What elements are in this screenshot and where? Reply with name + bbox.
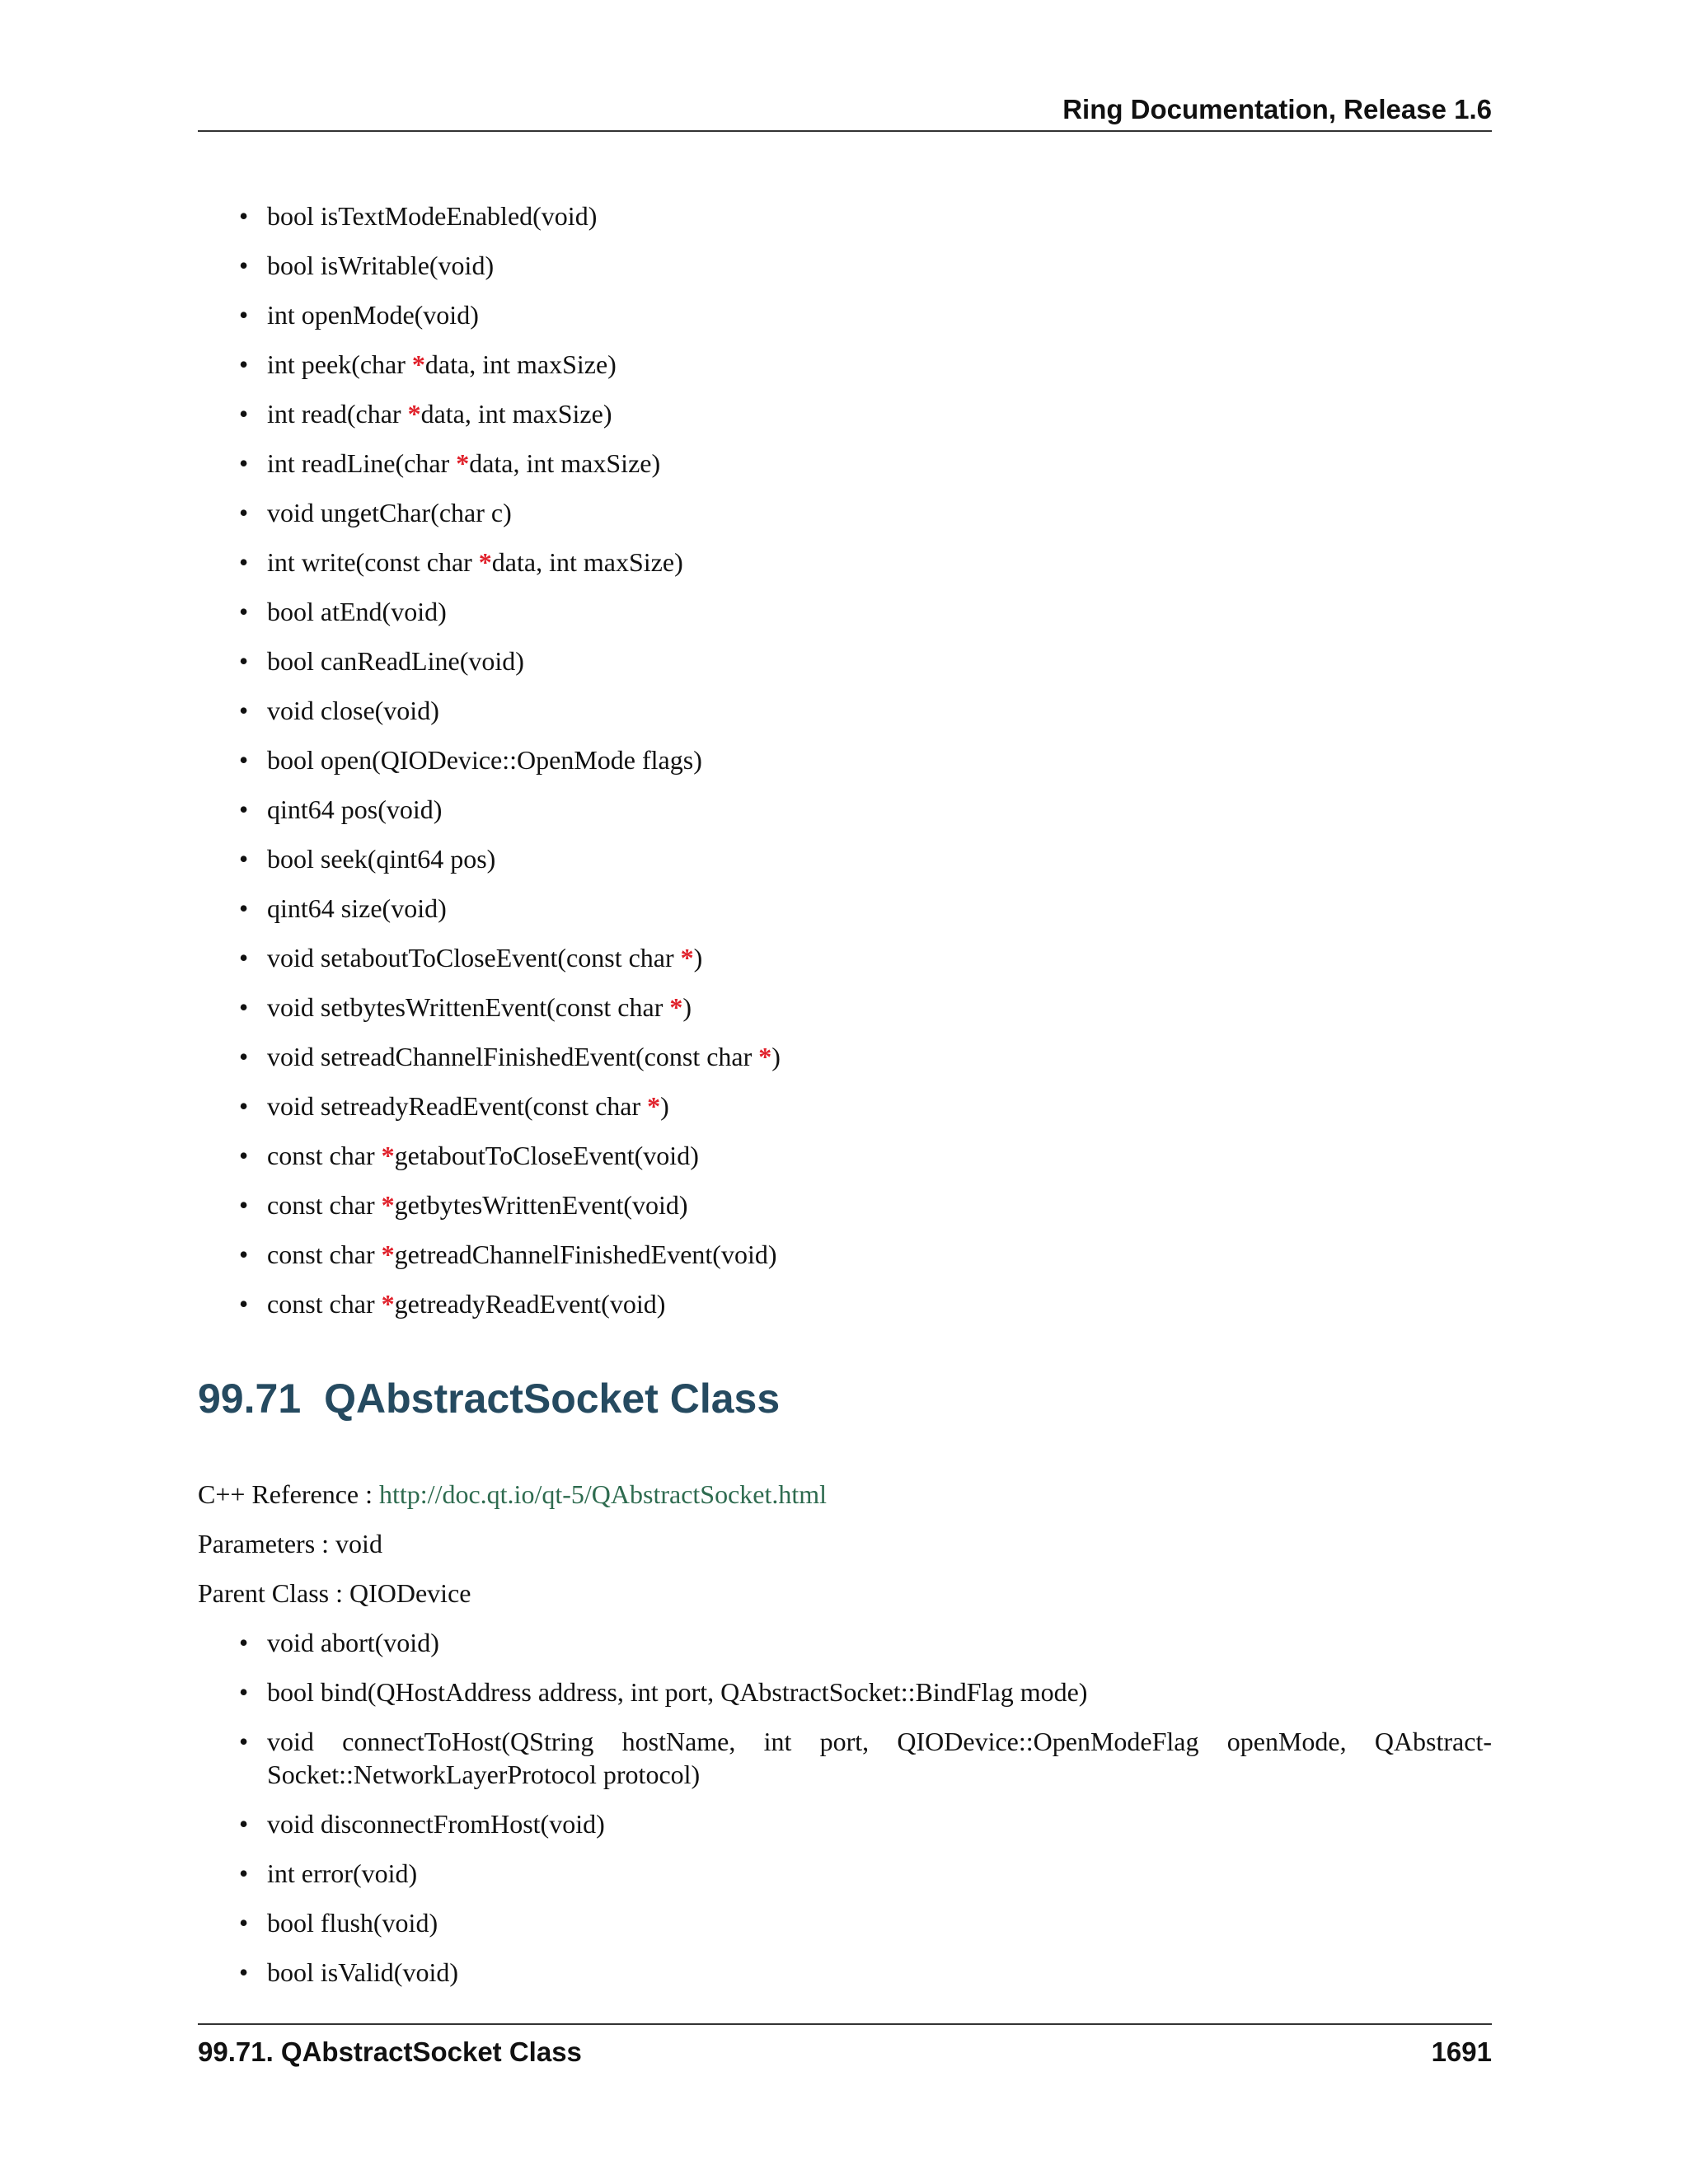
method-signature-text: data, int maxSize) xyxy=(469,448,661,478)
parameters-line: Parameters : void xyxy=(198,1529,382,1558)
method-signature-text: getaboutToCloseEvent(void) xyxy=(394,1141,699,1170)
method-signature: bool isValid(void) xyxy=(267,1957,458,1987)
method-signature-text: bool isWritable(void) xyxy=(267,251,495,280)
list-item xyxy=(198,1139,1492,1172)
method-signature-line2: Socket::NetworkLayerProtocol protocol) xyxy=(267,1760,701,1789)
method-signature-text: void setreadyReadEvent(const char xyxy=(267,1091,648,1121)
footer-section-title: 99.71. QAbstractSocket Class xyxy=(198,2036,582,2067)
list-item xyxy=(198,397,1492,430)
method-list-qiodevice xyxy=(198,199,1492,1337)
bullet-icon: • xyxy=(239,646,249,676)
method-signature-text: int readLine(char xyxy=(267,448,457,478)
method-signature-text: ) xyxy=(771,1042,781,1071)
pointer-asterisk: * xyxy=(669,992,683,1022)
list-item xyxy=(198,1675,1492,1708)
method-signature-text: bool atEnd(void) xyxy=(267,597,447,626)
method-signature-text: void setaboutToCloseEvent(const char xyxy=(267,943,681,972)
bullet-icon: • xyxy=(239,448,249,478)
list-item xyxy=(198,1626,1492,1659)
method-signature-line1: void connectToHost(QString hostName, int port, QIODevice::OpenModeFlag openMode, QAbstract- xyxy=(267,1727,1492,1756)
method-signature-text: const char xyxy=(267,1141,382,1170)
list-item xyxy=(198,842,1492,875)
pointer-asterisk: * xyxy=(456,448,470,478)
method-signature-text: const char xyxy=(267,1289,382,1319)
method-signature-text: ) xyxy=(682,992,692,1022)
section-title xyxy=(198,1375,780,1422)
page-number: 1691 xyxy=(1431,2036,1492,2067)
bullet-icon: • xyxy=(239,498,249,527)
bullet-icon: • xyxy=(239,745,249,775)
bullet-icon: • xyxy=(239,1858,249,1888)
bullet-icon: • xyxy=(239,251,249,280)
bullet-icon: • xyxy=(239,399,249,429)
parent-class-line: Parent Class : QIODevice xyxy=(198,1578,471,1608)
bullet-icon: • xyxy=(239,1628,249,1657)
method-signature-text: const char xyxy=(267,1190,382,1220)
section-number: 99.71 xyxy=(198,1376,302,1422)
list-item xyxy=(198,1857,1492,1890)
list-item xyxy=(198,1238,1492,1271)
method-signature-text: bool canReadLine(void) xyxy=(267,646,524,676)
bullet-icon: • xyxy=(239,201,249,231)
bullet-icon: • xyxy=(239,547,249,577)
cpp-reference-label: C++ Reference : xyxy=(198,1479,379,1509)
pointer-asterisk: * xyxy=(381,1289,395,1319)
method-signature-text: qint64 pos(void) xyxy=(267,794,443,824)
method-signature-text: getreadyReadEvent(void) xyxy=(394,1289,666,1319)
list-item xyxy=(198,991,1492,1024)
method-signature: bool flush(void) xyxy=(267,1908,438,1938)
list-item xyxy=(198,1807,1492,1840)
method-signature-text: qint64 size(void) xyxy=(267,893,447,923)
method-signature: bool bind(QHostAddress address, int port, QAbstractSocket::BindFlag mode) xyxy=(267,1677,1088,1707)
header-title: Ring Documentation, Release 1.6 xyxy=(1062,94,1492,124)
bullet-icon: • xyxy=(239,1957,249,1987)
bullet-icon: • xyxy=(239,794,249,824)
bullet-icon: • xyxy=(239,893,249,923)
list-item xyxy=(198,348,1492,381)
bullet-icon: • xyxy=(239,1289,249,1319)
method-signature: void abort(void) xyxy=(267,1628,439,1657)
list-item xyxy=(198,694,1492,727)
list-item xyxy=(198,941,1492,974)
bullet-icon: • xyxy=(239,1677,249,1707)
list-item xyxy=(198,1040,1492,1073)
method-list-qabstractsocket xyxy=(198,1626,1492,2005)
method-signature: int error(void) xyxy=(267,1858,418,1888)
pointer-asterisk: * xyxy=(381,1240,395,1269)
list-item xyxy=(198,249,1492,282)
bullet-icon: • xyxy=(239,1809,249,1839)
list-item xyxy=(198,199,1492,232)
method-signature-text: int peek(char xyxy=(267,349,412,379)
bullet-icon: • xyxy=(239,1240,249,1269)
list-item xyxy=(198,1906,1492,1939)
method-signature-text: int read(char xyxy=(267,399,408,429)
method-signature-text: getbytesWrittenEvent(void) xyxy=(394,1190,688,1220)
method-signature: void disconnectFromHost(void) xyxy=(267,1809,605,1839)
method-signature-text: bool seek(qint64 pos) xyxy=(267,844,496,874)
pointer-asterisk: * xyxy=(411,349,425,379)
method-signature-text: getreadChannelFinishedEvent(void) xyxy=(394,1240,777,1269)
method-signature-text: data, int maxSize) xyxy=(420,399,612,429)
list-item xyxy=(198,496,1492,529)
list-item xyxy=(198,1287,1492,1320)
bullet-icon: • xyxy=(239,696,249,725)
list-item xyxy=(198,595,1492,628)
list-item xyxy=(198,793,1492,826)
list-item xyxy=(198,743,1492,776)
bullet-icon: • xyxy=(239,992,249,1022)
section-name: QAbstractSocket Class xyxy=(324,1376,781,1422)
method-signature-text: data, int maxSize) xyxy=(424,349,617,379)
bullet-icon: • xyxy=(239,844,249,874)
bullet-icon: • xyxy=(239,943,249,972)
list-item xyxy=(198,546,1492,579)
list-item xyxy=(198,892,1492,925)
bullet-icon: • xyxy=(239,300,249,330)
list-item xyxy=(198,1725,1492,1791)
page-footer xyxy=(198,2023,1492,2074)
bullet-icon: • xyxy=(239,1190,249,1220)
bullet-icon: • xyxy=(239,1042,249,1071)
cpp-reference-line xyxy=(198,1478,827,1511)
method-signature-text: int openMode(void) xyxy=(267,300,479,330)
method-signature-text: void ungetChar(char c) xyxy=(267,498,512,527)
page-header xyxy=(198,91,1492,132)
method-signature-text: bool isTextModeEnabled(void) xyxy=(267,201,598,231)
bullet-icon: • xyxy=(239,1141,249,1170)
method-signature-text: bool open(QIODevice::OpenMode flags) xyxy=(267,745,702,775)
bullet-icon: • xyxy=(239,349,249,379)
bullet-icon: • xyxy=(239,597,249,626)
bullet-icon: • xyxy=(239,1091,249,1121)
method-signature-text: void setbytesWrittenEvent(const char xyxy=(267,992,670,1022)
list-item xyxy=(198,298,1492,331)
method-signature-text: const char xyxy=(267,1240,382,1269)
bullet-icon: • xyxy=(239,1727,249,1756)
pointer-asterisk: * xyxy=(647,1091,661,1121)
method-signature-text: ) xyxy=(660,1091,669,1121)
list-item xyxy=(198,1188,1492,1221)
list-item xyxy=(198,644,1492,677)
method-signature-text: int write(const char xyxy=(267,547,479,577)
method-signature-text: ) xyxy=(693,943,703,972)
pointer-asterisk: * xyxy=(381,1190,395,1220)
list-item xyxy=(198,447,1492,480)
method-signature-text: void setreadChannelFinishedEvent(const char xyxy=(267,1042,759,1071)
bullet-icon: • xyxy=(239,1908,249,1938)
list-item xyxy=(198,1090,1492,1122)
pointer-asterisk: * xyxy=(478,547,492,577)
list-item xyxy=(198,1956,1492,1989)
cpp-reference-link[interactable]: http://doc.qt.io/qt-5/QAbstractSocket.html xyxy=(379,1479,828,1509)
pointer-asterisk: * xyxy=(407,399,421,429)
method-signature-text: data, int maxSize) xyxy=(491,547,683,577)
method-signature-text: void close(void) xyxy=(267,696,439,725)
pointer-asterisk: * xyxy=(680,943,694,972)
pointer-asterisk: * xyxy=(758,1042,772,1071)
pointer-asterisk: * xyxy=(381,1141,395,1170)
